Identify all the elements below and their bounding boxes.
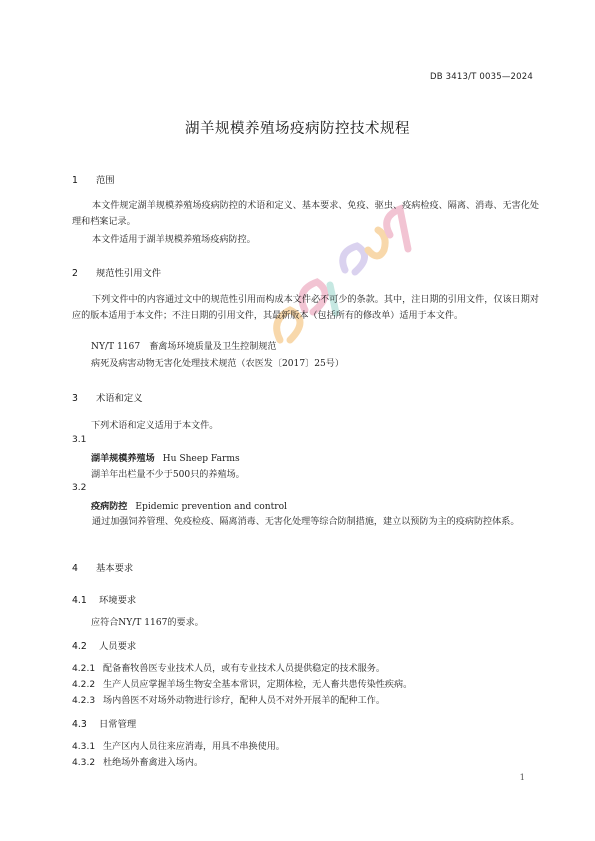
term-chinese: 疫病防控 xyxy=(91,502,128,512)
section-3-intro: 下列术语和定义适用于本文件。 xyxy=(91,421,219,431)
subsection-title: 人员要求 xyxy=(99,641,137,652)
term-entry xyxy=(91,499,287,512)
clause-4-3-1 xyxy=(72,739,285,752)
section-title: 规范性引用文件 xyxy=(96,268,162,279)
clause-text: 杜绝场外畜禽进入场内。 xyxy=(103,758,204,768)
term-number: 3.2 xyxy=(72,483,87,493)
clause-number: 4.3.1 xyxy=(72,742,96,752)
clause-text: 场内兽医不对场外动物进行诊疗，配种人员不对外开展羊的配种工作。 xyxy=(103,696,385,706)
section-2-heading xyxy=(72,265,161,279)
subsection-number: 4.3 xyxy=(72,719,87,730)
section-1-heading xyxy=(72,172,115,186)
section-number: 2 xyxy=(72,268,78,279)
section-number: 1 xyxy=(72,175,78,186)
term-definition: 湖羊年出栏量不少于500只的养殖场。 xyxy=(91,470,245,480)
term-number: 3.1 xyxy=(72,435,87,445)
section-number: 4 xyxy=(72,563,78,574)
reference-item: 病死及病害动物无害化处理技术规范（农医发〔2017〕25号） xyxy=(91,359,344,369)
clause-4-2-2 xyxy=(72,677,412,690)
term-english: Epidemic prevention and control xyxy=(135,502,287,512)
clause-number: 4.3.2 xyxy=(72,758,96,768)
section-1-paragraph-1: 本文件规定湖羊规模养殖场疫病防控的术语和定义、基本要求、免疫、驱虫、疫病检疫、隔离、消毒、无害化处理和档案记录。 xyxy=(72,201,539,227)
section-title: 基本要求 xyxy=(96,563,134,574)
subsection-4-1-heading xyxy=(72,592,136,606)
clause-text: 配备畜牧兽医专业技术人员，或有专业技术人员提供稳定的技术服务。 xyxy=(103,664,385,674)
clause-4-3-2 xyxy=(72,755,203,768)
clause-number: 4.2.1 xyxy=(72,664,96,674)
subsection-number: 4.2 xyxy=(72,641,87,652)
page-number: 1 xyxy=(519,773,525,783)
section-number: 3 xyxy=(72,393,78,404)
section-1-paragraph-2: 本文件适用于湖羊规模养殖场疫病防控。 xyxy=(92,235,256,245)
subsection-number: 4.1 xyxy=(72,595,87,606)
clause-text: 生产区内人员往来应消毒，用具不串换使用。 xyxy=(103,742,285,752)
clause-number: 4.2.3 xyxy=(72,696,96,706)
subsection-4-1-text: 应符合NY/T 1167的要求。 xyxy=(91,618,204,628)
reference-item: NY/T 1167 畜禽场环境质量及卫生控制规范 xyxy=(91,342,277,352)
clause-4-2-1 xyxy=(72,661,385,674)
document-code: DB 3413/T 0035—2024 xyxy=(429,72,533,82)
section-4-heading xyxy=(72,560,133,574)
clause-number: 4.2.2 xyxy=(72,680,96,690)
subsection-4-2-heading xyxy=(72,638,136,652)
section-title: 术语和定义 xyxy=(96,393,143,404)
section-3-heading xyxy=(72,390,143,404)
section-title: 范围 xyxy=(96,175,115,186)
subsection-4-3-heading xyxy=(72,716,136,730)
document-title: 湖羊规模养殖场疫病防控技术规程 xyxy=(185,121,410,137)
clause-4-2-3 xyxy=(72,693,385,706)
term-english: Hu Sheep Farms xyxy=(162,454,240,464)
term-chinese: 湖羊规模养殖场 xyxy=(91,454,155,464)
subsection-title: 环境要求 xyxy=(99,595,137,606)
section-2-paragraph-1: 下列文件中的内容通过文中的规范性引用而构成本文件必不可少的条款。其中，注日期的引用文件，仅该日期对应的版本适用于本文件；不注日期的引用文件，其最新版本（包括所有的修改单）适用于本文件。 xyxy=(72,295,539,321)
term-entry xyxy=(91,451,240,464)
term-definition: 通过加强饲养管理、免疫检疫、隔离消毒、无害化处理等综合防制措施，建立以预防为主的疫病防控体系。 xyxy=(92,517,520,527)
clause-text: 生产人员应掌握羊场生物安全基本常识，定期体检，无人畜共患传染性疾病。 xyxy=(103,680,413,690)
subsection-title: 日常管理 xyxy=(99,719,137,730)
